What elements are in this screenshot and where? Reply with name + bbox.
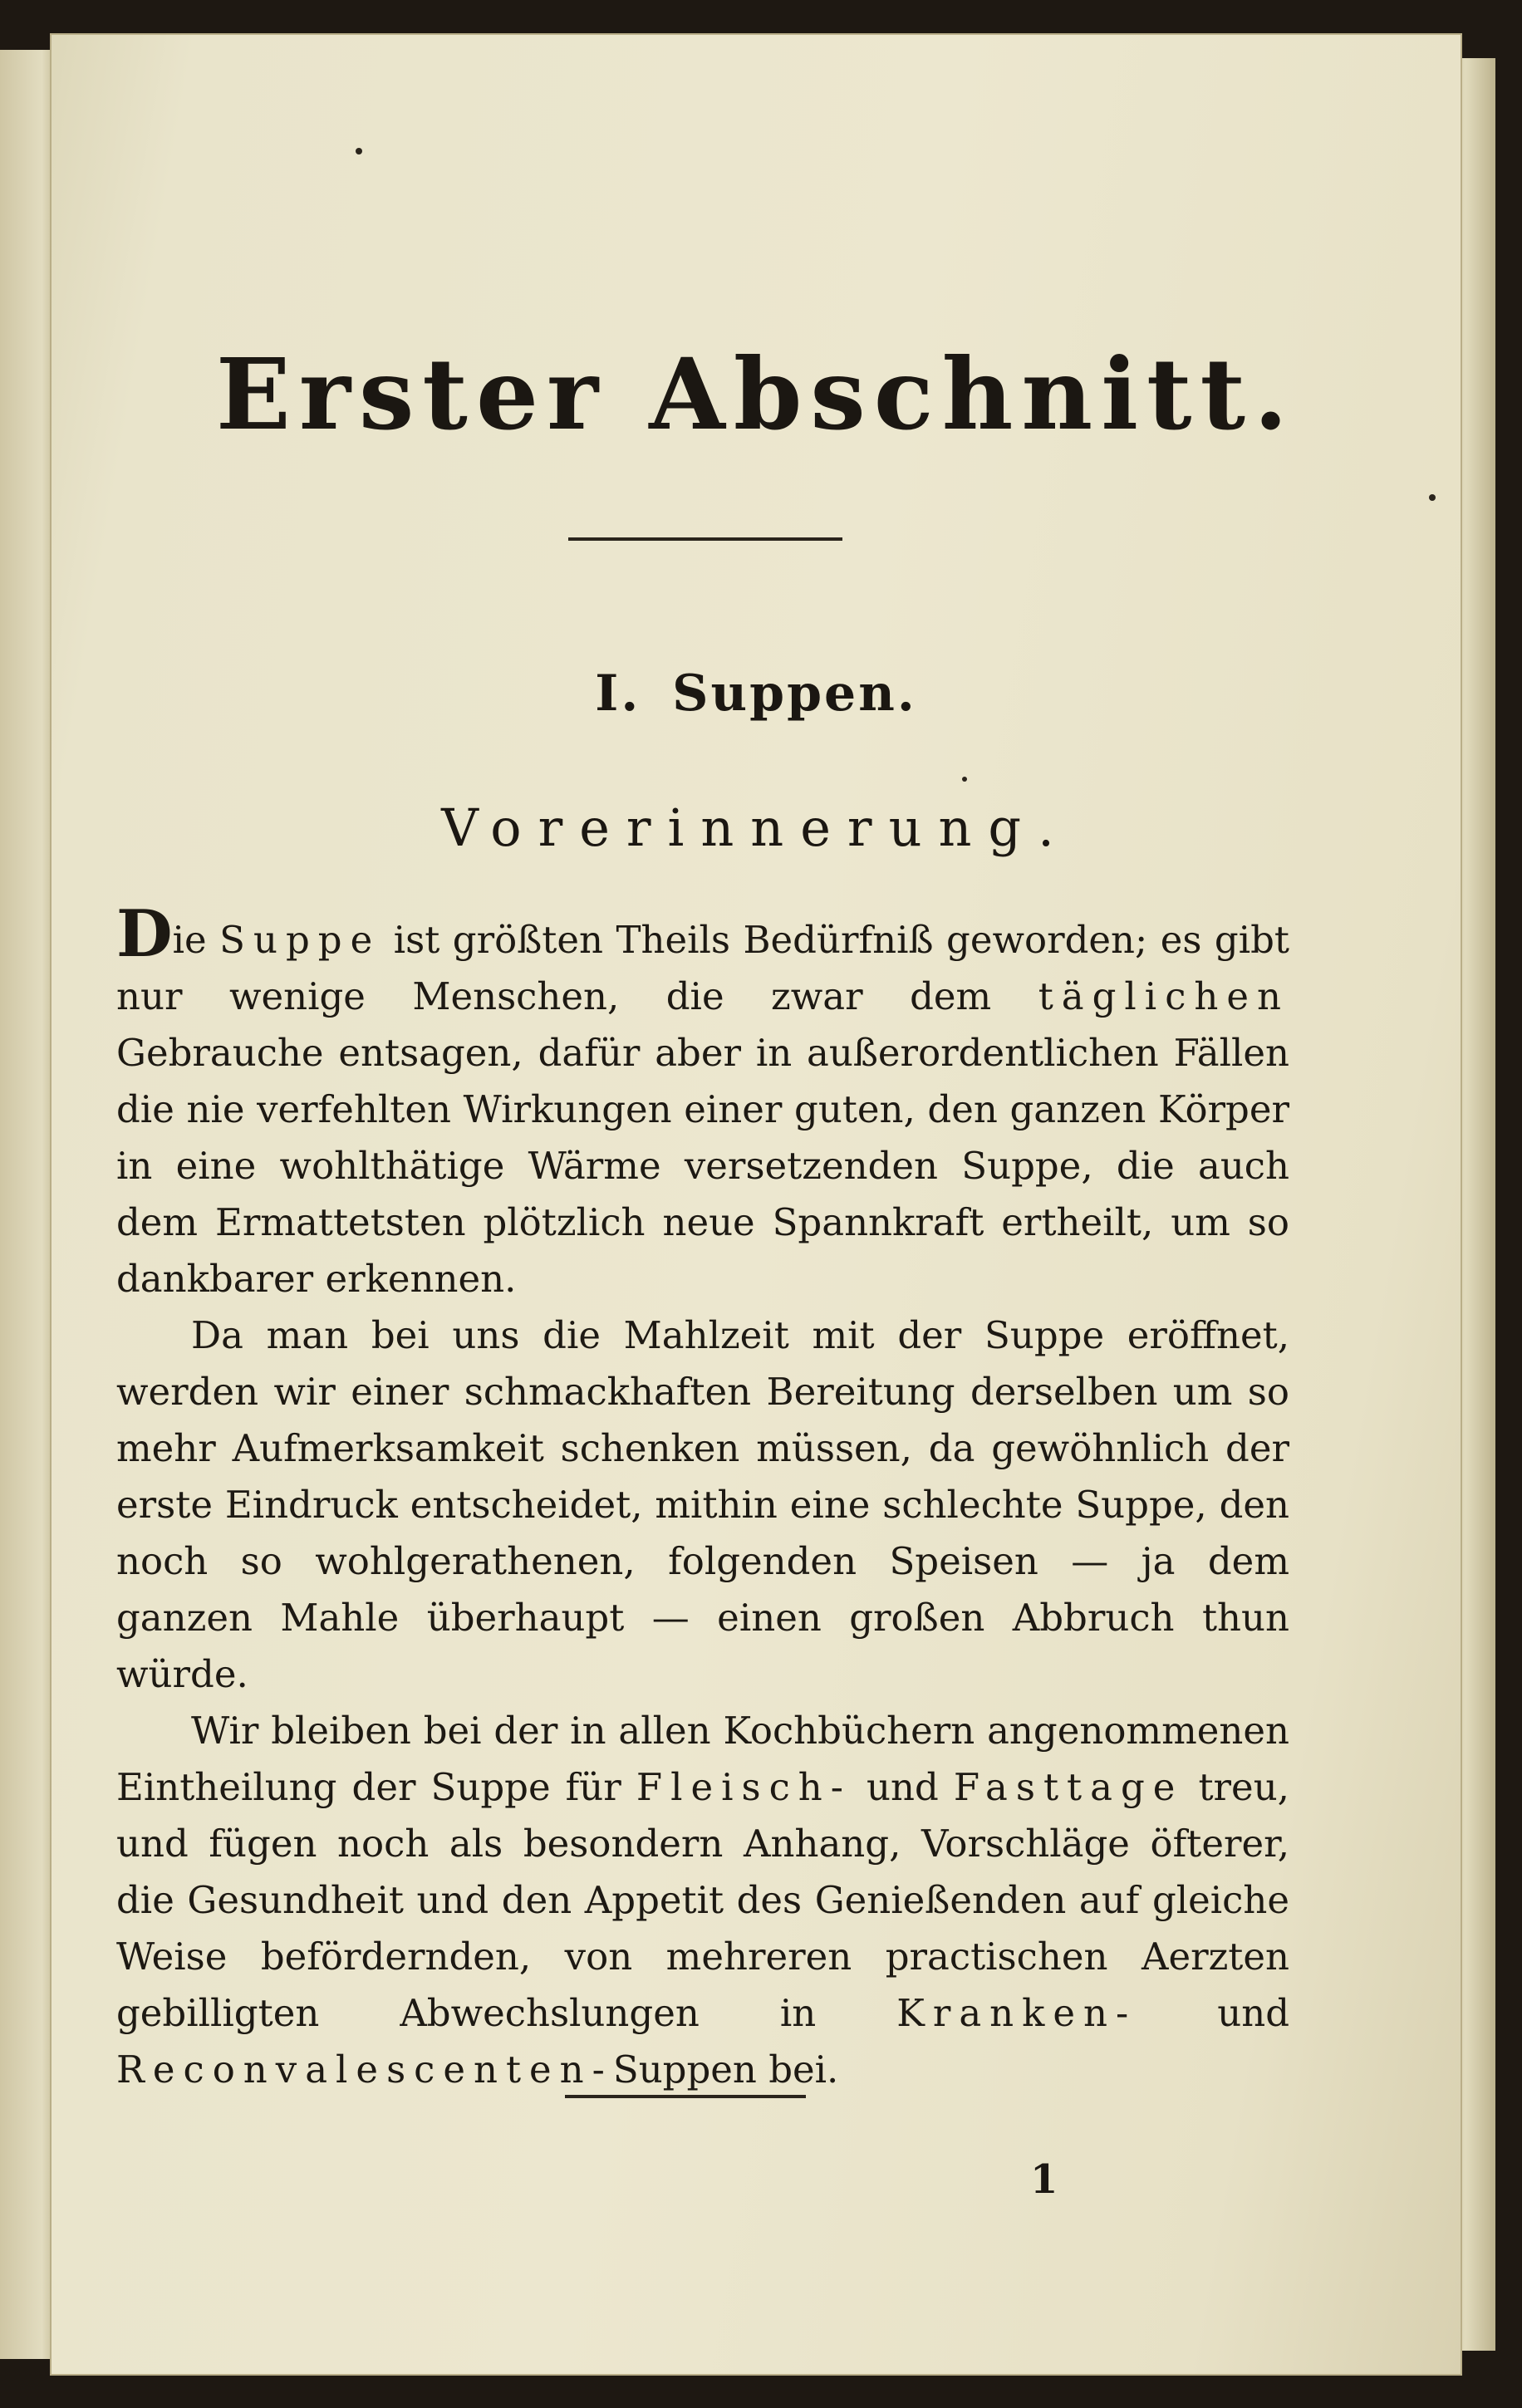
chapter-title: Suppen. — [672, 665, 917, 723]
paragraph-3-text-c: treu, und fügen noch als besondern Anhang, Vorschläge öfterer, die Gesundheit und den Appetit des Genießenden auf gleiche Weise befördernden, von mehreren practischen Aerzten gebilligten Abwechslungen in — [116, 1765, 1289, 2035]
paragraph-1-text-b: ist größten Theils Bedürfniß geworden; es gibt nur wenige Menschen, die zwar dem — [116, 918, 1290, 1018]
paragraph-3-text-e: Suppen bei. — [612, 2048, 839, 2092]
paragraph-1 — [116, 896, 1290, 1307]
ink-speck — [356, 148, 362, 154]
emphasis-kranken: Kranken- — [896, 1991, 1137, 2035]
paragraph-3-text-a: Wir bleiben bei der in allen Kochbüchern angenommenen Eintheilung der Suppe für — [116, 1709, 1289, 1809]
section-title: Erster Abschnitt. — [215, 336, 1297, 452]
ink-speck — [1429, 494, 1436, 501]
paragraph-3-text-d: und — [1137, 1991, 1290, 2035]
emphasis-reconvalescenten: Reconvalescenten- — [116, 2048, 613, 2092]
drop-cap: D — [116, 896, 173, 972]
page-number: 1 — [1030, 2156, 1058, 2203]
emphasis-fasttage: Fasttage — [953, 1765, 1184, 1809]
paragraph-1-text-c: Gebrauche entsagen, dafür aber in außerordentlichen Fällen die nie verfehlten Wirkungen einer guten, den ganzen Körper in eine wohlthätige Wärme versetzenden Suppe, die auch dem Ermattetsten plötzlich neue Spannkraft ertheilt, um so dankbarer erkennen. — [116, 1031, 1289, 1301]
chapter-number: I. — [595, 665, 641, 723]
paragraph-3 — [116, 1703, 1289, 2098]
emphasis-taeglichen: täglichen — [1038, 974, 1289, 1018]
paragraph-1-text-a: ie — [172, 918, 220, 962]
paragraph-3-text-b: und — [851, 1765, 954, 1809]
subtitle: Vorerinnerung. — [441, 797, 1071, 858]
end-divider — [565, 2095, 806, 2098]
emphasis-suppe: Suppe — [219, 918, 381, 962]
ink-speck — [962, 777, 967, 782]
body-text — [116, 896, 1290, 2098]
emphasis-fleisch: Fleisch- — [636, 1765, 852, 1809]
paragraph-2: Da man bei uns die Mahlzeit mit der Suppe eröffnet, werden wir einer schmackhaften Bereitung derselben um so mehr Aufmerksamkeit schenken müssen, da gewöhnlich der erste Eindruck entscheidet, mithin eine schlechte Suppe, den noch so wohlgerathenen, folgenden Speisen — ja dem ganzen Mahle überhaupt — einen großen Abbruch thun würde. — [116, 1313, 1289, 1696]
title-divider — [568, 537, 842, 541]
chapter-heading — [50, 665, 1462, 723]
book-page — [50, 33, 1462, 2376]
